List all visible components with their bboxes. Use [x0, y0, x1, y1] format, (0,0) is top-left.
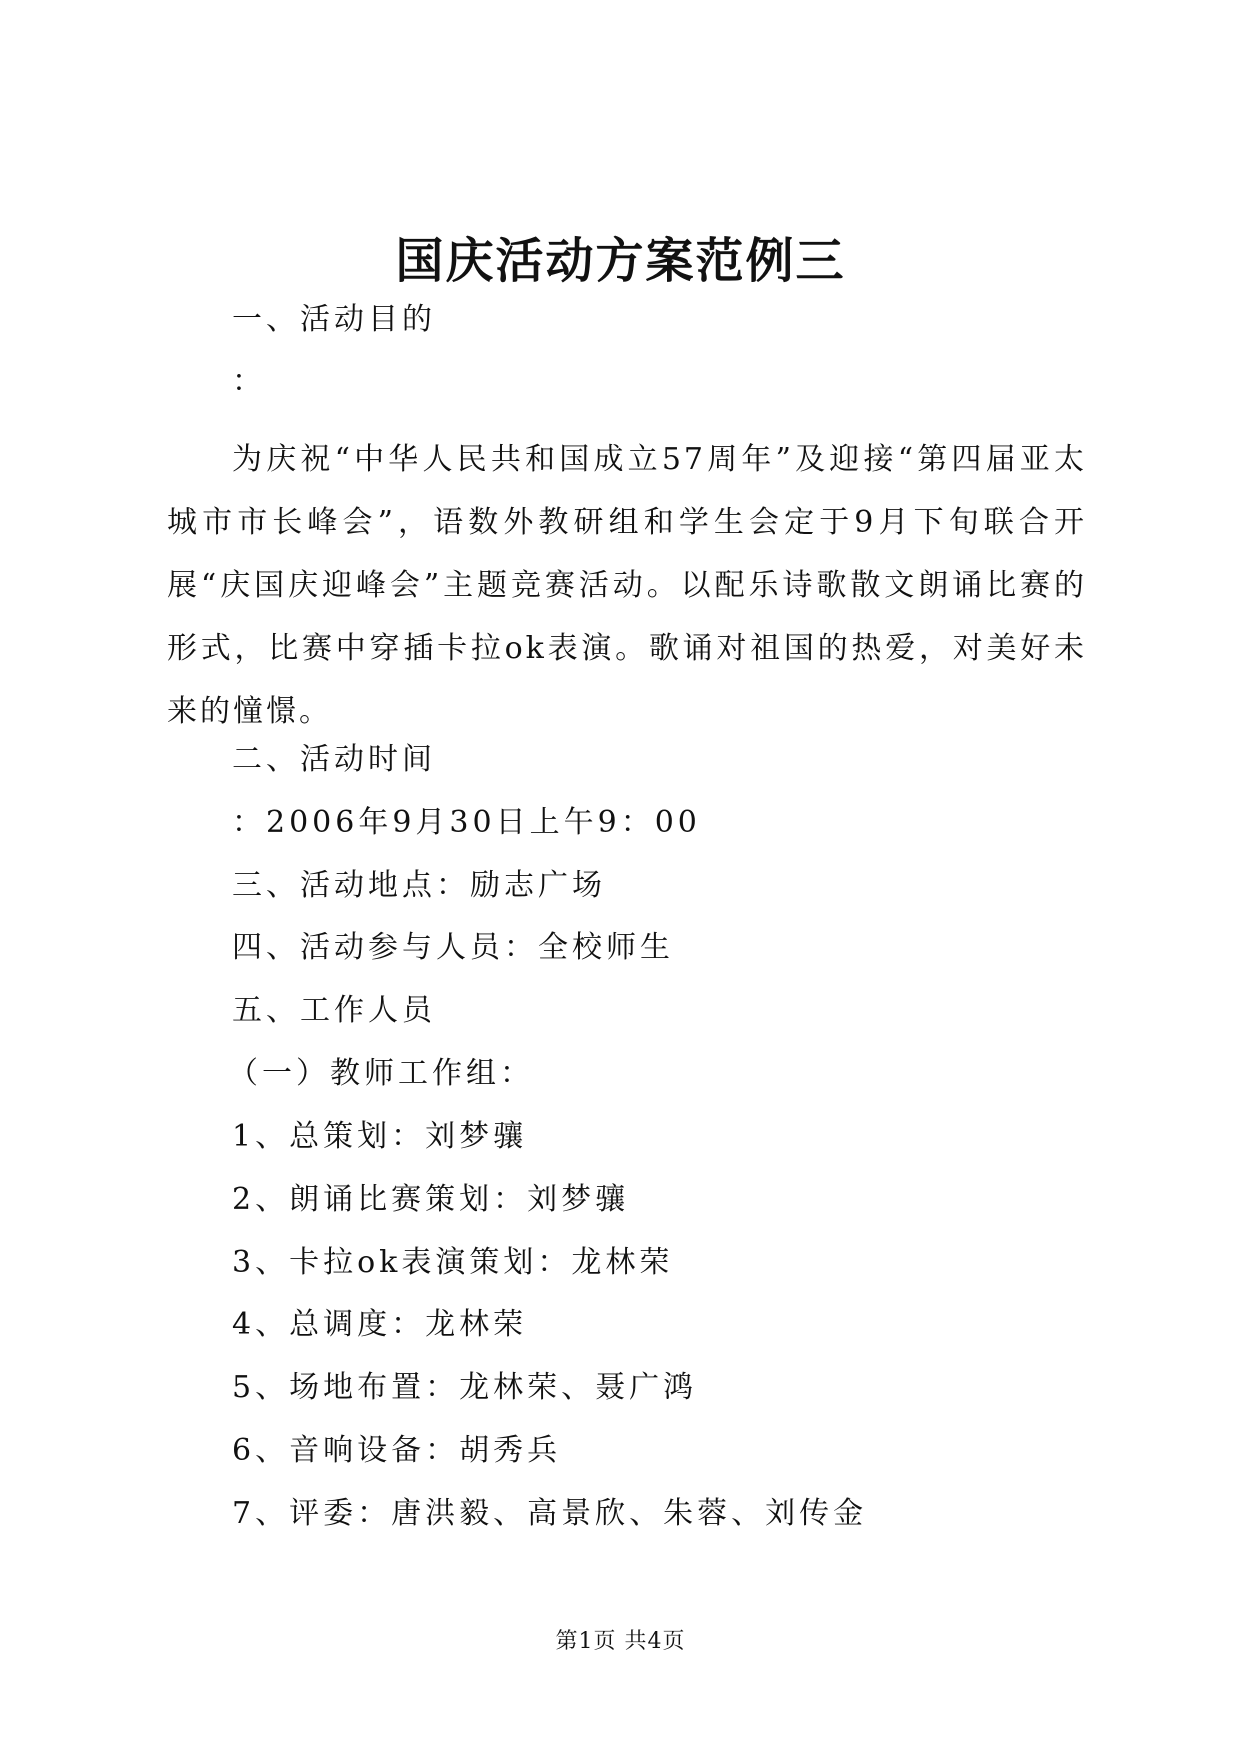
purpose-heading: 一、活动目的 [232, 302, 436, 337]
list-item: 5、场地布置：龙林荣、聂广鸿 [232, 1370, 698, 1405]
list-item: 7、评委：唐洪毅、高景欣、朱蓉、刘传金 [232, 1496, 868, 1531]
staff-heading: 五、工作人员 [232, 993, 436, 1028]
teacher-group-heading: （一）教师工作组： [228, 1056, 534, 1091]
page-footer: 第1页 共4页 [555, 1629, 686, 1654]
list-item: 4、总调度：龙林荣 [232, 1307, 528, 1342]
purpose-paragraph: 为庆祝“中华人民共和国成立57周年”及迎接“第四届亚太城市市长峰会”，语数外教研组和学生会定于9月下旬联合开展“庆国庆迎峰会”主题竞赛活动。以配乐诗歌散文朗诵比赛的形式，比赛中穿插卡拉ok表演。歌诵对祖国的热爱，对美好未来的憧憬。 [167, 442, 1087, 729]
participants-line: 四、活动参与人员：全校师生 [232, 930, 674, 965]
document-title: 国庆活动方案范例三 [395, 233, 846, 289]
purpose-colon: ： [232, 364, 266, 399]
place-line: 三、活动地点：励志广场 [232, 868, 606, 903]
time-heading: 二、活动时间 [232, 742, 436, 777]
list-item: 3、卡拉ok表演策划：龙林荣 [232, 1245, 674, 1280]
list-item: 6、音响设备：胡秀兵 [232, 1433, 562, 1468]
time-text: ：2006年9月30日上午9：00 [232, 805, 701, 840]
list-item: 1、总策划：刘梦骧 [232, 1119, 528, 1154]
list-item: 2、朗诵比赛策划：刘梦骧 [232, 1182, 630, 1217]
